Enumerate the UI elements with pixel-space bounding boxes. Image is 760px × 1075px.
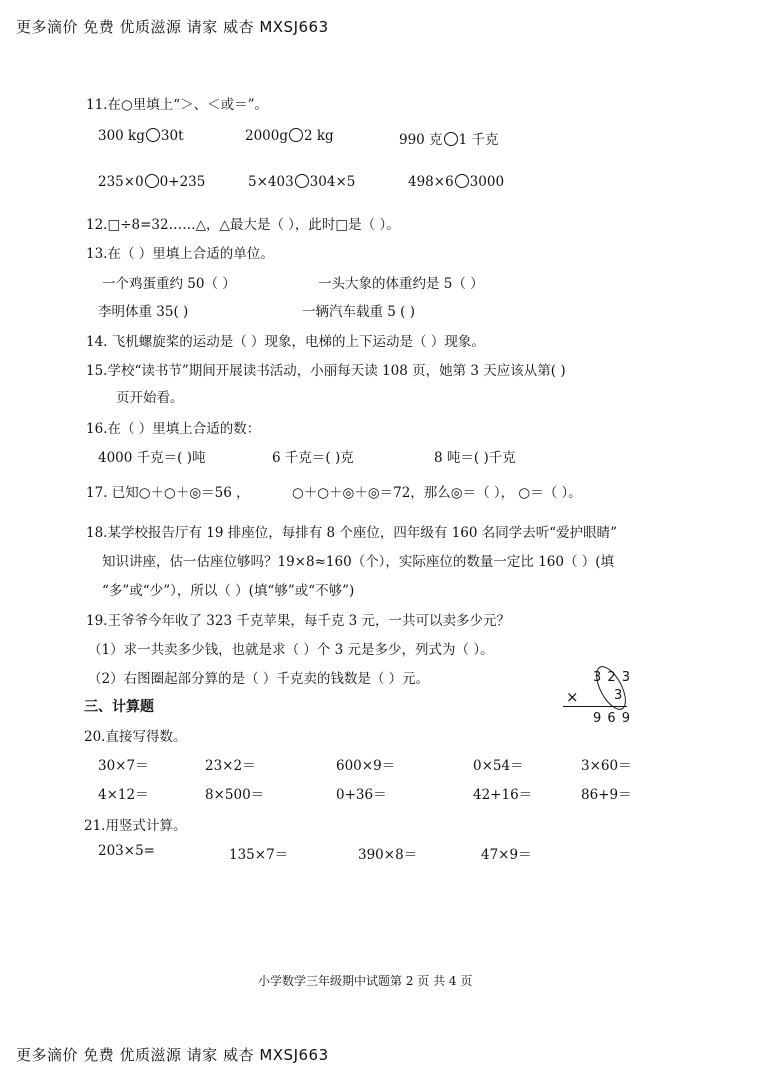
q18-line1: 18.某学校报告厅有 19 排座位，每排有 8 个座位，四年级有 160 名同学去听“爱护眼睛” <box>86 525 618 541</box>
q16-item-c: 8 吨＝( )千克 <box>434 450 516 466</box>
q20-r1-item4: 0×54＝ <box>473 758 524 774</box>
q11-r1c2-left: 2000g <box>245 128 288 144</box>
q13-item-d: 一辆汽车载重 5 ( ) <box>302 304 415 320</box>
q14-text: 14. 飞机螺旋桨的运动是（ ）现象，电梯的上下运动是（ ）现象。 <box>86 334 485 350</box>
q11-r2-item2 <box>248 174 355 190</box>
q11-r1c1-left: 300 kg <box>98 128 145 144</box>
footer-banner: 更多滴价 免费 优质滋源 请家 威杏 MXSJ663 <box>16 1046 329 1064</box>
blank-circle-icon[interactable] <box>295 174 309 188</box>
blank-circle-icon[interactable] <box>289 128 303 142</box>
q11-r2-item3 <box>408 174 504 190</box>
q11-r1-item3 <box>399 128 498 148</box>
q20-r1-item1: 30×7＝ <box>98 758 149 774</box>
blank-circle-icon[interactable] <box>145 174 159 188</box>
q11-r1-item1 <box>98 128 184 144</box>
q11-r2c2-right: 304×5 <box>309 174 356 190</box>
q19-line1: 19.王爷爷今年收了 323 千克苹果，每千克 3 元，一共可以卖多少元？ <box>86 613 510 629</box>
blank-circle-icon[interactable] <box>455 174 469 188</box>
q16-item-b: 6 千克＝( )克 <box>272 450 354 466</box>
q13-item-b: 一头大象的体重约是 5（ ） <box>318 276 484 292</box>
q11-r2c1-right: 0+235 <box>159 174 206 190</box>
q13-title: 13.在（ ）里填上合适的单位。 <box>86 246 274 262</box>
vc-result: 9 6 9 <box>593 711 632 726</box>
q11-r2c3-left: 498×6 <box>408 174 454 190</box>
q16-title: 16.在（ ）里填上合适的数： <box>86 421 261 437</box>
q11-r2-item1 <box>98 174 205 190</box>
vc-operator: × <box>566 688 579 706</box>
q20-r2-item4: 42+16＝ <box>473 787 533 803</box>
q21-title: 21.用竖式计算。 <box>84 818 187 834</box>
q15-line1: 15.学校“读书节”期间开展读书活动，小丽每天读 108 页，她第 3 天应该从第( ) <box>86 363 566 379</box>
header-banner: 更多滴价 免费 优质滋源 请家 威杏 MXSJ663 <box>16 18 329 36</box>
q20-r2-item1: 4×12＝ <box>98 787 149 803</box>
q21-item1: 203×5= <box>98 843 155 859</box>
q11-r1c1-right: 30t <box>160 128 184 144</box>
q11-r1-item2 <box>245 128 334 144</box>
q11-r1c3-right: 1 千克 <box>458 132 499 148</box>
q21-item3: 390×8＝ <box>358 847 418 863</box>
q11-title: 11.在○里填上“＞、＜或＝”。 <box>86 97 269 113</box>
q11-r2c1-left: 235×0 <box>98 174 144 190</box>
q20-r2-item2: 8×500＝ <box>205 787 265 803</box>
blank-circle-icon[interactable] <box>444 132 458 146</box>
q17-part-b: ○＋○＋◎＋◎＝72，那么◎＝（ ）， ○＝（ ）。 <box>292 485 582 501</box>
q18-line2: 知识讲座，估一估座位够吗？19×8≈160（个），实际座位的数量一定比 160（ ）(填 <box>102 554 615 570</box>
q17-part-a: 17. 已知○＋○＋◎＝56 ， <box>86 485 250 501</box>
q20-r1-item2: 23×2＝ <box>205 758 256 774</box>
q20-title: 20.直接写得数。 <box>84 729 187 745</box>
q11-r1c2-right: 2 kg <box>304 128 334 144</box>
q19-line3: （2）右图圈起部分算的是（ ）千克卖的钱数是（ ）元。 <box>88 671 430 687</box>
q20-r2-item3: 0+36＝ <box>336 787 387 803</box>
q21-item4: 47×9＝ <box>481 847 532 863</box>
q12-text: 12.□÷8=32……△，△最大是（ ），此时□是（ ）。 <box>86 217 400 233</box>
q11-r2c3-right: 3000 <box>469 174 505 190</box>
blank-circle-icon[interactable] <box>146 128 160 142</box>
q21-item2: 135×7＝ <box>229 847 289 863</box>
section-3-heading: 三、计算题 <box>84 699 154 715</box>
vc-top-number: 3 2 3 <box>593 670 632 685</box>
q20-r2-item5: 86+9＝ <box>581 787 632 803</box>
q13-item-a: 一个鸡蛋重约 50（ ） <box>102 276 236 292</box>
vc-multiplier: 3 <box>614 688 623 703</box>
q18-line3: “多”或“少”），所以（ ）(填“够”或“不够”) <box>102 583 355 599</box>
q15-line2: 页开始看。 <box>116 390 184 406</box>
q20-r1-item3: 600×9＝ <box>336 758 396 774</box>
q19-line2: （1）求一共卖多少钱，也就是求（ ）个 3 元是多少，列式为（ ）。 <box>88 642 494 658</box>
q11-r2c2-left: 5×403 <box>248 174 294 190</box>
q13-item-c: 李明体重 35( ) <box>98 304 189 320</box>
page-footer: 小学数学三年级期中试题第 2 页 共 4 页 <box>258 974 473 988</box>
q16-item-a: 4000 千克＝( )吨 <box>98 450 206 466</box>
q11-r1c3-left: 990 克 <box>399 132 443 148</box>
q20-r1-item5: 3×60＝ <box>581 758 632 774</box>
